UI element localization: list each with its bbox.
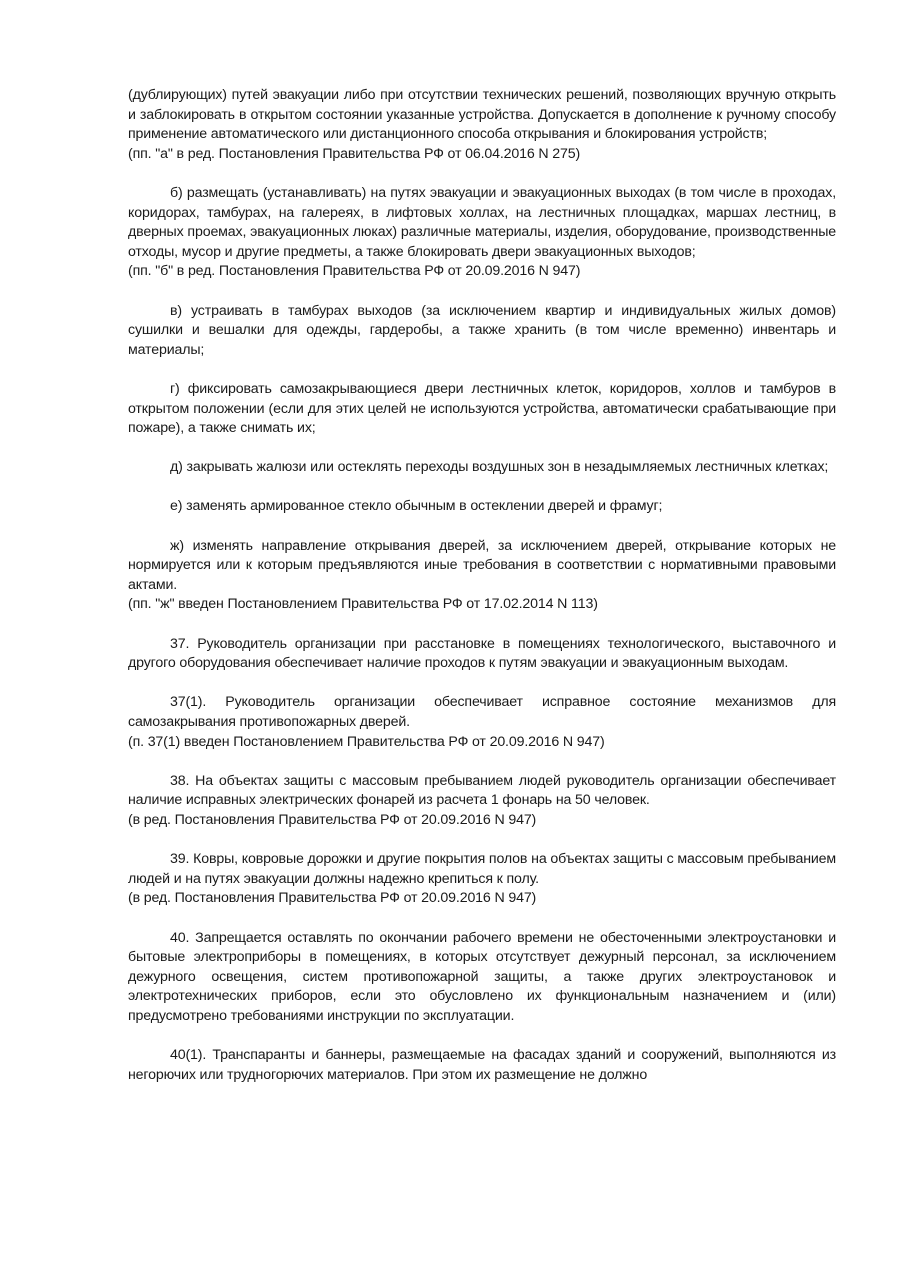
- paragraph-text: (дублирующих) путей эвакуации либо при отсутствии технических решений, позволяющих вручную открыть и заблокировать в открытом состоянии указанные устройства. Допускается в дополнение к ручному способу применение автоматического или дистанционного способа открывания и блокирования устройств;: [128, 87, 836, 143]
- amendment-note-b: [128, 262, 836, 282]
- amendment-note-zh: [128, 595, 836, 615]
- paragraph-e: [128, 497, 836, 517]
- paragraph-text: 38. На объектах защиты с массовым пребыванием людей руководитель организации обеспечивает наличие исправных электрических фонарей из расчета 1 фонарь на 50 человек.: [128, 772, 836, 809]
- paragraph-38: [128, 772, 836, 811]
- paragraph-text: б) размещать (устанавливать) на путях эвакуации и эвакуационных выходах (в том числе в проходах, коридорах, тамбурах, на галереях, в лифтовых холлах, на лестничных площадках, маршах лестниц, в дверных проемах, эвакуационных люках) различные материалы, изделия, оборудование, производственные отходы, мусор и другие предметы, а также блокировать двери эвакуационных выходов;: [128, 184, 836, 260]
- paragraph-text: г) фиксировать самозакрывающиеся двери лестничных клеток, коридоров, холлов и тамбуров в открытом положении (если для этих целей не используются устройства, автоматически срабатывающие при пожаре), а также снимать их;: [128, 380, 836, 437]
- paragraph-g: [128, 380, 836, 439]
- paragraph-text: 40(1). Транспаранты и баннеры, размещаемые на фасадах зданий и сооружений, выполняются из негорючих или трудногорючих материалов. При этом их размещение не должно: [128, 1047, 836, 1083]
- note-text: (в ред. Постановления Правительства РФ от 20.09.2016 N 947): [128, 811, 537, 828]
- paragraph-40-1: [128, 1046, 836, 1085]
- paragraph-b: [128, 184, 836, 262]
- amendment-note-38: [128, 811, 836, 831]
- paragraph-text: 37(1). Руководитель организации обеспечивает исправное состояние механизмов для самозакрывания противопожарных дверей.: [128, 694, 836, 730]
- paragraph-text: 40. Запрещается оставлять по окончании рабочего времени не обесточенными электроустановки и бытовые электроприборы в помещениях, в которых отсутствует дежурный персонал, за исключением дежурного освещения, систем противопожарной защиты, а также других электроустановок и электротехнических приборов, если это обусловлено их функциональным назначением и (или) предусмотрено требованиями инструкции по эксплуатации.: [128, 929, 836, 1024]
- paragraph-39: [128, 850, 836, 889]
- paragraph-40: [128, 929, 836, 1027]
- paragraph-37: [128, 635, 836, 674]
- paragraph-v: [128, 302, 836, 361]
- amendment-note-a: [128, 145, 836, 165]
- note-text: (в ред. Постановления Правительства РФ от 20.09.2016 N 947): [128, 890, 537, 907]
- paragraph-text: е) заменять армированное стекло обычным в остеклении дверей и фрамуг;: [170, 498, 663, 515]
- paragraph-d: [128, 458, 836, 478]
- paragraph-text: д) закрывать жалюзи или остеклять переходы воздушных зон в незадымляемых лестничных клетках;: [170, 459, 829, 476]
- paragraph-37-1: [128, 693, 836, 732]
- note-text: (п. 37(1) введен Постановлением Правительства РФ от 20.09.2016 N 947): [128, 733, 605, 750]
- amendment-note-37-1: [128, 733, 836, 753]
- note-text: (пп. "а" в ред. Постановления Правительства РФ от 06.04.2016 N 275): [128, 145, 581, 162]
- paragraph-text: 39. Ковры, ковровые дорожки и другие покрытия полов на объектах защиты с массовым пребыванием людей и на путях эвакуации должны надежно крепиться к полу.: [128, 851, 836, 887]
- paragraph-continuation-a: [128, 86, 836, 145]
- note-text: (пп. "ж" введен Постановлением Правительства РФ от 17.02.2014 N 113): [128, 596, 598, 613]
- document-page: [128, 86, 836, 1105]
- paragraph-text: 37. Руководитель организации при расстановке в помещениях технологического, выставочного и другого оборудования обеспечивает наличие проходов к путям эвакуации и эвакуационным выходам.: [128, 635, 836, 672]
- paragraph-zh: [128, 537, 836, 596]
- paragraph-text: ж) изменять направление открывания дверей, за исключением дверей, открывание которых не нормируется или к которым предъявляются иные требования в соответствии с нормативными правовыми актами.: [128, 537, 836, 593]
- note-text: (пп. "б" в ред. Постановления Правительства РФ от 20.09.2016 N 947): [128, 263, 581, 280]
- paragraph-text: в) устраивать в тамбурах выходов (за исключением квартир и индивидуальных жилых домов) сушилки и вешалки для одежды, гардеробы, а также хранить (в том числе временно) инвентарь и материалы;: [128, 302, 836, 358]
- amendment-note-39: [128, 889, 836, 909]
